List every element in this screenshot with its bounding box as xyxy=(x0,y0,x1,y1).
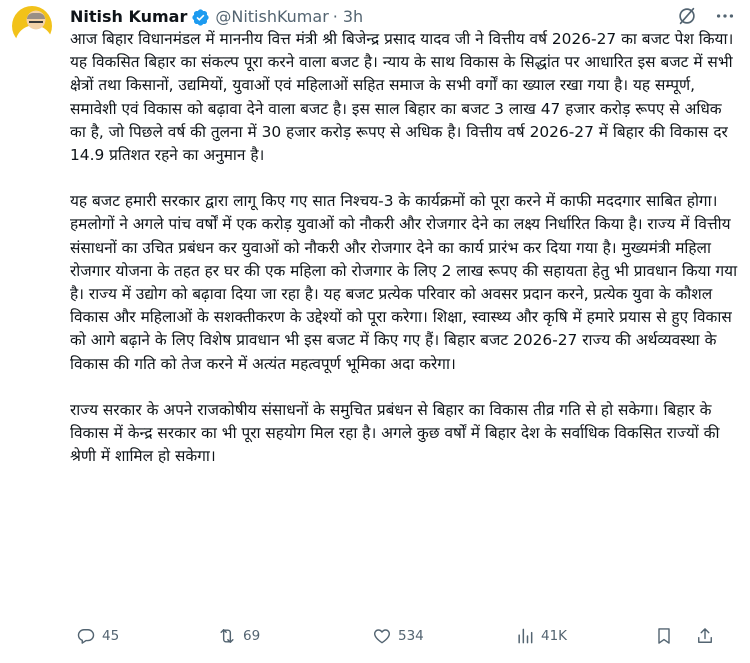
repost-button[interactable] xyxy=(217,622,260,650)
tweet-time[interactable]: 3h xyxy=(342,7,364,26)
tweet-text xyxy=(70,28,740,468)
views-count: 41K xyxy=(541,628,568,644)
repost-count: 69 xyxy=(243,628,261,644)
bookmark-button[interactable] xyxy=(654,622,674,650)
reply-icon xyxy=(76,626,96,646)
like-count: 534 xyxy=(398,628,424,644)
reply-button[interactable] xyxy=(76,622,119,650)
verified-badge-icon xyxy=(191,8,210,27)
tweet-paragraph: राज्य सरकार के अपने राजकोषीय संसाधनों के समुचित प्रबंधन से बिहार का विकास तीव्र गति से हो सकेगा। बिहार के विकास में केन्द्र सरकार का भी पूरा सहयोग मिल रहा है। अगले कुछ वर्षों में बिहार देश के सर्वाधिक विकसित राज्यों की श्रेणी में शामिल हो सकेगा। xyxy=(70,400,720,466)
share-button[interactable] xyxy=(695,622,715,650)
like-icon xyxy=(372,626,392,646)
tweet-paragraph: यह बजट हमारी सरकार द्वारा लागू किए गए सात निश्चय-3 के कार्यक्रमों को पूरा करने में काफी मददगार साबित होगा। हमलोगों ने अगले पांच वर्षों में एक करोड़ युवाओं को नौकरी और रोजगार देने का लक्ष्य निर्धारित किया है। राज्य में वित्तीय संसाधनों का उचित प्रबंधन कर युवाओं को नौकरी और रोजगार देने का कार्य प्रारंभ कर दिया गया है। मुख्यमंत्री महिला रोजगार योजना के तहत हर घर की एक महिला को रोजगार के लिए 2 लाख रूपए की सहायता हेतु भी प्रावधान किया गया है। राज्य में उद्योग को बढ़ावा दिया जा रहा है। यह बजट प्रत्येक परिवार को अवसर प्रदान करने, प्रत्येक युवा के कौशल विकास और महिलाओं के सशक्तीकरण के उद्देश्यों को पूरा करेगा। शिक्षा, स्वास्थ्य और कृषि में हमारे प्रयास से हुए विकास को आगे बढ़ाने के लिए विशेष प्रावधान भी इस बजट में किए गए हैं। बिहार बजट 2026-27 राज्य की अर्थव्यवस्था के विकास की गति को तेज करने में अत्यंत महत्वपूर्ण भूमिका अदा करेगा। xyxy=(70,192,738,373)
action-bar xyxy=(70,622,730,650)
tweet-header xyxy=(70,3,736,31)
tweet-paragraph: आज बिहार विधानमंडल में माननीय वित्त मंत्री श्री बिजेन्द्र प्रसाद यादव जी ने वित्तीय वर्ष 2026-27 का बजट पेश किया। यह विकसित बिहार का संकल्प पूरा करने वाला बजट है। न्याय के साथ विकास के सिद्धांत पर आधारित इस बजट में सभी क्षेत्रों तथा किसानों, उद्यमियों, युवाओं एवं महिलाओं सहित समाज के सभी वर्गों का ख्याल रखा गया है। यह सम्पूर्ण, समावेशी एवं विकास को बढ़ावा देने वाला बजट है। इस साल बिहार का बजट 3 लाख 47 हजार करोड़ रूपए से अधिक का है, जो पिछले वर्ष की तुलना में 30 हजार करोड़ रूपए से अधिक है। वित्तीय वर्ष 2026-27 में बिहार की विकास दर 14.9 प्रतिशत रहने का अनुमान है। xyxy=(70,30,734,165)
like-button[interactable] xyxy=(372,622,424,650)
reply-count: 45 xyxy=(102,628,120,644)
header-actions xyxy=(676,5,736,27)
avatar[interactable] xyxy=(12,6,52,46)
avatar-glasses xyxy=(29,21,43,26)
bookmark-icon xyxy=(654,626,674,646)
views-button[interactable] xyxy=(515,622,567,650)
separator-dot: · xyxy=(332,7,338,26)
author-name[interactable]: Nitish Kumar xyxy=(70,7,188,26)
views-icon xyxy=(515,626,535,646)
avatar-hair xyxy=(27,13,45,19)
more-icon[interactable] xyxy=(714,5,736,27)
author-handle[interactable]: @NitishKumar xyxy=(215,7,329,26)
repost-icon xyxy=(217,626,237,646)
share-icon xyxy=(695,626,715,646)
grok-icon[interactable] xyxy=(676,5,698,27)
